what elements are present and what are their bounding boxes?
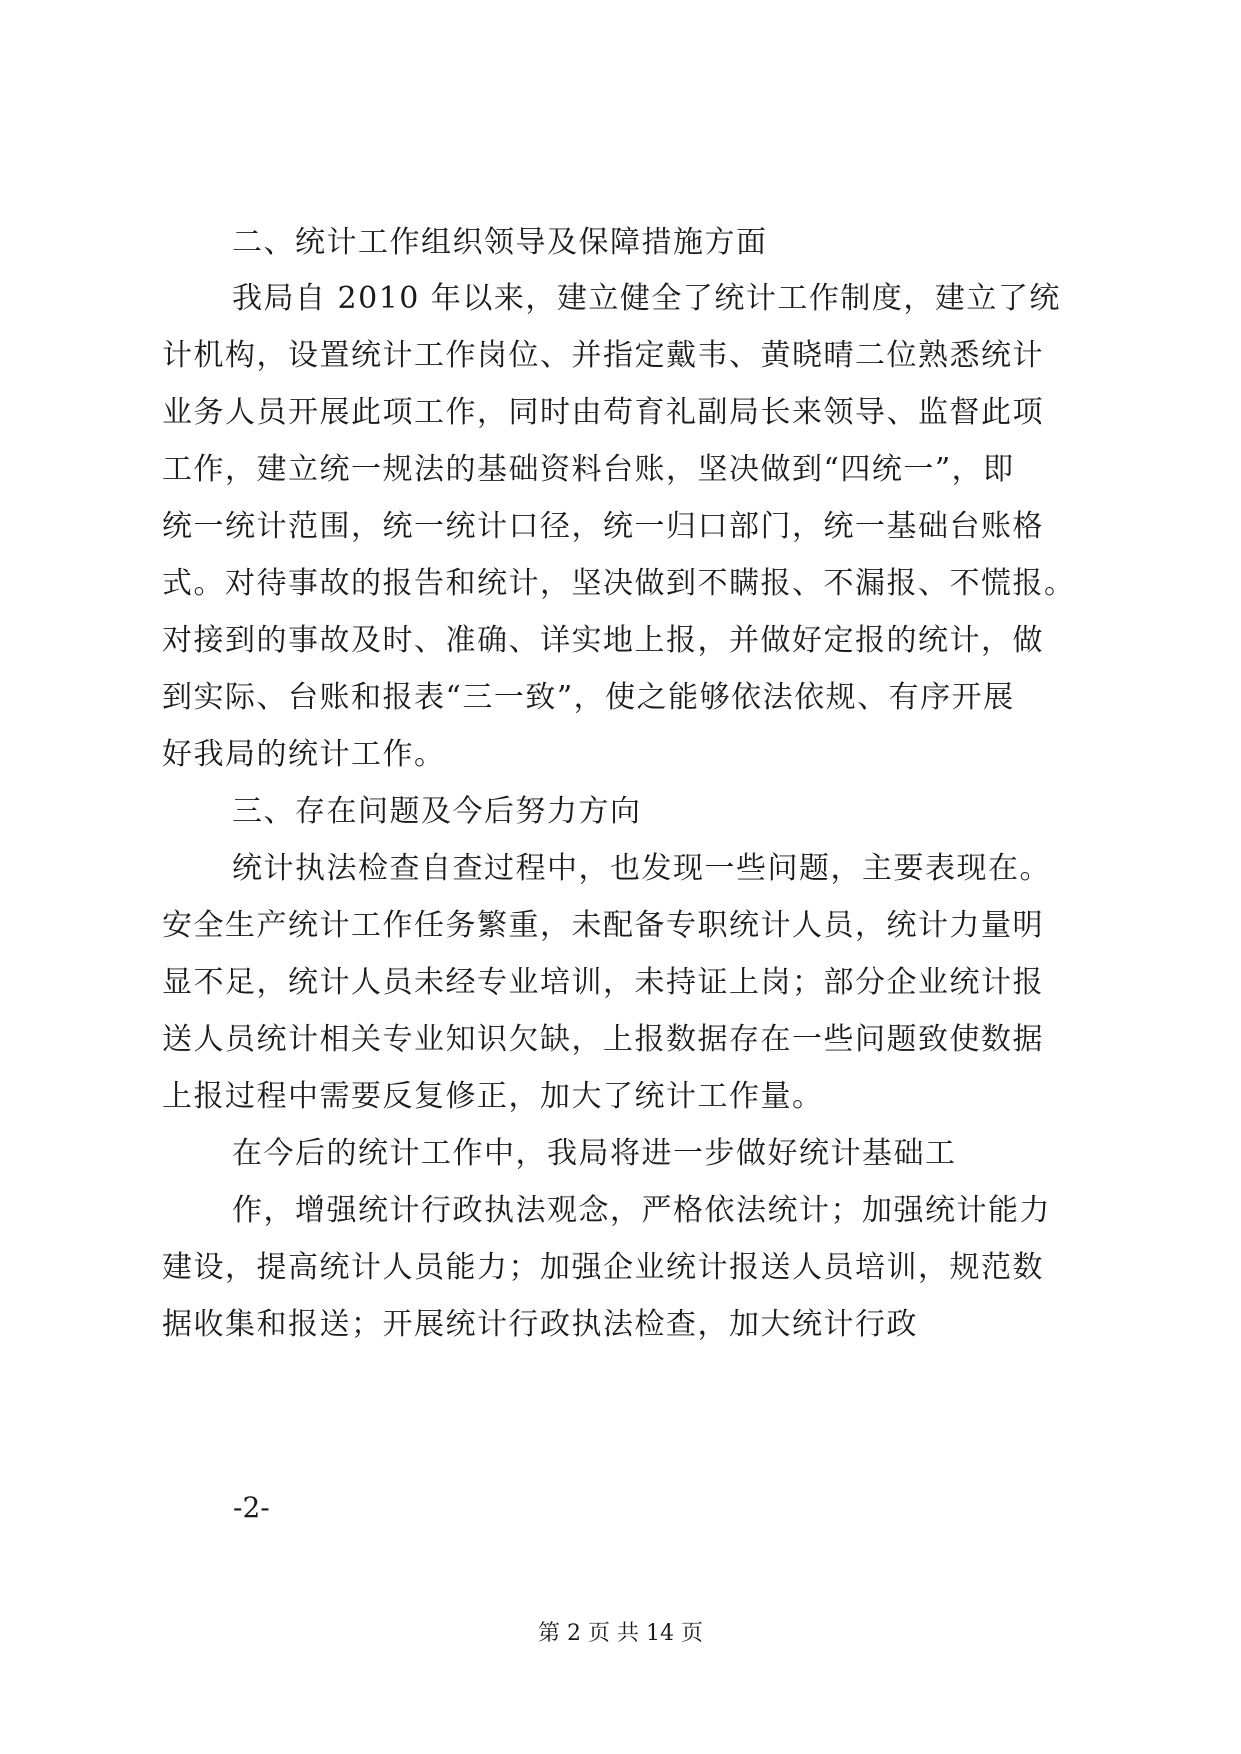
paragraph-1-line-5: 统一统计范围，统一统计口径，统一归口部门，统一基础台账格	[162, 509, 1044, 544]
paragraph-3-line-3: 建设，提高统计人员能力；加强企业统计报送人员培训，规范数	[162, 1250, 1044, 1285]
paragraph-2-line-1: 统计执法检查自查过程中，也发现一些问题，主要表现在。	[232, 851, 1051, 886]
paragraph-2-line-5: 上报过程中需要反复修正，加大了统计工作量。	[162, 1079, 824, 1114]
paragraph-2-line-4: 送人员统计相关专业知识欠缺，上报数据存在一些问题致使数据	[162, 1022, 1044, 1057]
paragraph-1-line-6: 式。对待事故的报告和统计，坚决做到不瞒报、不漏报、不慌报。	[162, 566, 1076, 601]
section-heading-2: 二、统计工作组织领导及保障措施方面	[232, 225, 768, 260]
paragraph-2-line-2: 安全生产统计工作任务繁重，未配备专职统计人员，统计力量明	[162, 908, 1044, 943]
paragraph-1-line-8: 到实际、台账和报表“三一致”，使之能够依法依规、有序开展	[162, 680, 1015, 715]
section-heading-3: 三、存在问题及今后努力方向	[232, 794, 642, 829]
paragraph-2-line-3: 显不足，统计人员未经专业培训，未持证上岗；部分企业统计报	[162, 965, 1044, 1000]
paragraph-1-line-7: 对接到的事故及时、准确、详实地上报，并做好定报的统计，做	[162, 623, 1044, 658]
paragraph-1-line-2: 计机构，设置统计工作岗位、并指定戴韦、黄晓晴二位熟悉统计	[162, 338, 1044, 373]
paragraph-1-line-1: 我局自 2010 年以来，建立健全了统计工作制度，建立了统	[232, 281, 1061, 316]
page-footer: 第 2 页 共 14 页	[538, 1621, 703, 1646]
paragraph-3-line-1: 在今后的统计工作中，我局将进一步做好统计基础工	[232, 1136, 957, 1171]
paragraph-1-line-3: 业务人员开展此项工作，同时由苟育礼副局长来领导、监督此项	[162, 395, 1044, 430]
paragraph-1-line-9: 好我局的统计工作。	[162, 737, 446, 772]
paragraph-1-line-4: 工作，建立统一规法的基础资料台账，坚决做到“四统一”，即	[162, 452, 1015, 487]
paragraph-3-line-4: 据收集和报送；开展统计行政执法检查，加大统计行政	[162, 1307, 918, 1342]
paragraph-3-line-2: 作，增强统计行政执法观念，严格依法统计；加强统计能力	[232, 1193, 1051, 1228]
page-number: -2-	[233, 1491, 270, 1524]
